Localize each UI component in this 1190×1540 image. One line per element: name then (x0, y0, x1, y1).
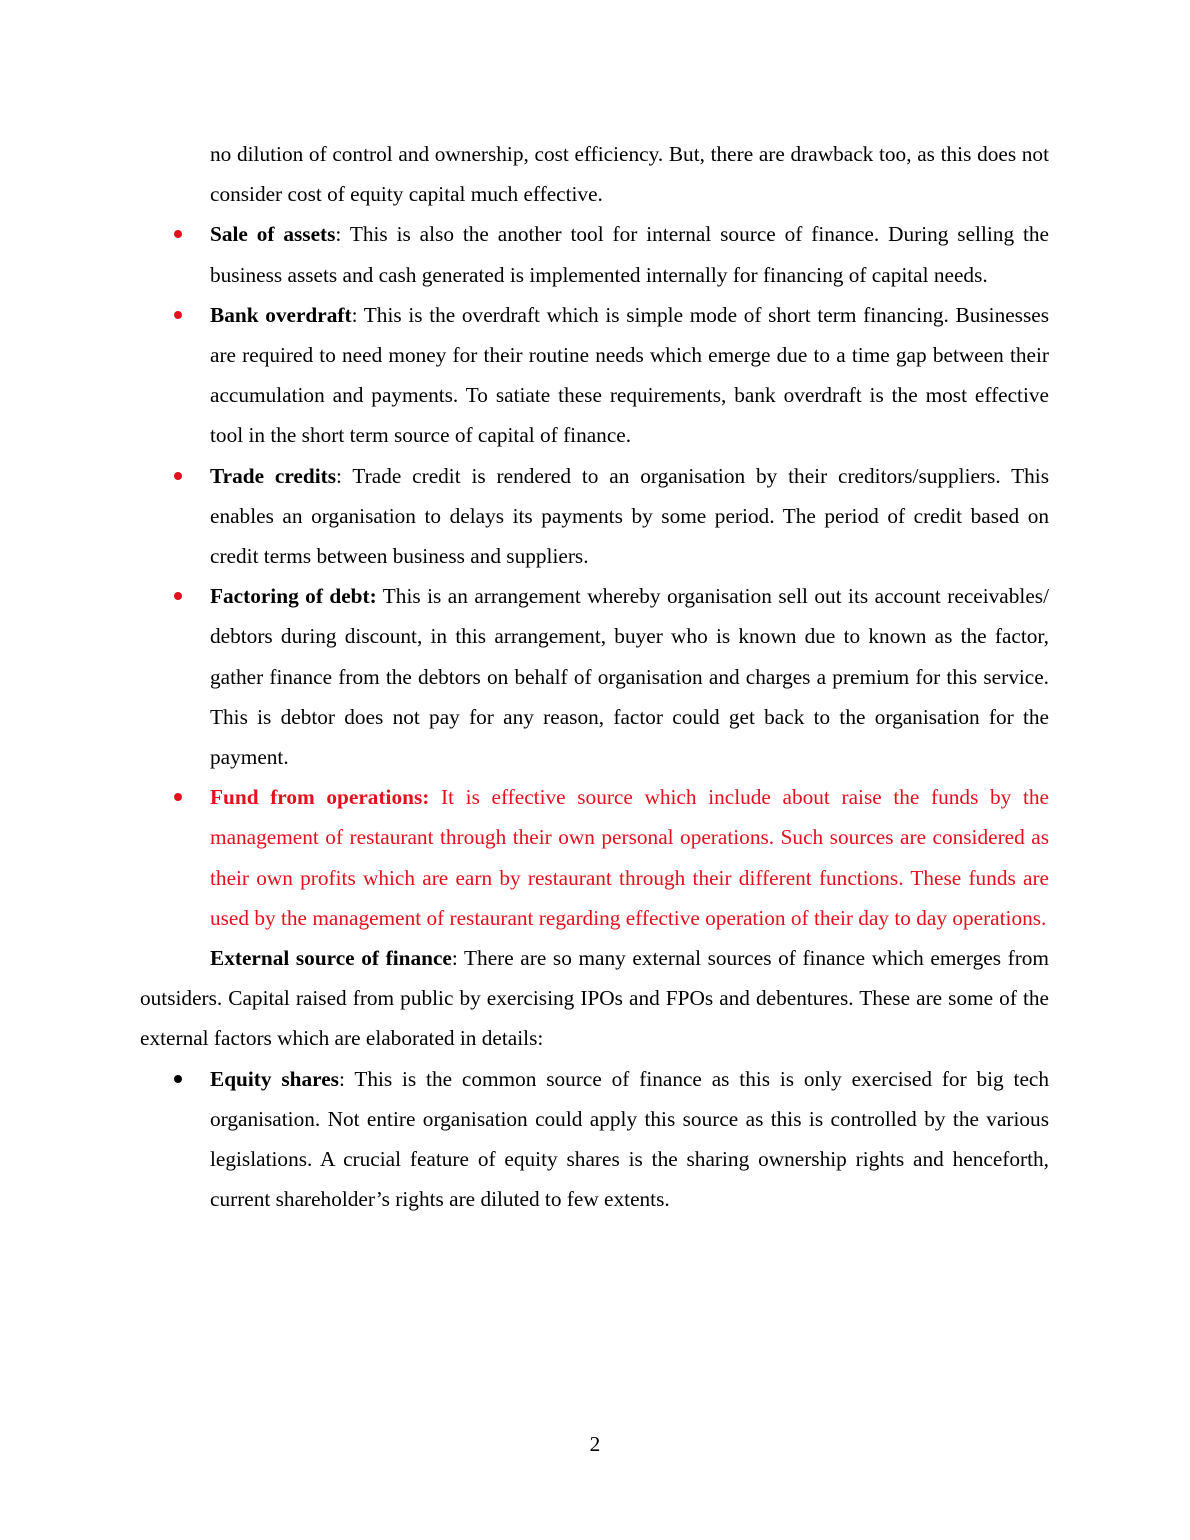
list-item-text (210, 777, 1049, 938)
list-item-text (210, 1059, 1049, 1220)
list-item-body: This is the overdraft which is simple mode of short term financing. Businesses are required to need money for their routine needs which emerge due to a time gap between their accumulation and payments. To satiate these requirements, bank overdraft is the most effective tool in the short term source of capital of finance. (210, 302, 1049, 448)
term-separator (429, 785, 441, 809)
list-item-text (210, 295, 1049, 456)
list-item-term: Fund from operations: (210, 785, 430, 810)
list-item-factoring-of-debt (210, 576, 1049, 777)
section-term: External source of finance (210, 946, 452, 971)
bullet-icon (174, 592, 182, 600)
list-item-body: Trade credit is rendered to an organisation by their creditors/suppliers. This enables an organisation to delays its payments by some period. The period of credit based on credit terms between business and suppliers. (210, 463, 1049, 569)
list-item-body: It is effective source which include about raise the funds by the management of restaurant through their own personal operations. Such sources are considered as their own profits which are earn by restaurant through their different functions. These funds are used by the management of restaurant regarding effective operation of their day to day operations. (210, 785, 1049, 930)
term-separator: : (451, 946, 465, 971)
page-number: 2 (589, 1432, 601, 1456)
section-body: There are so many external sources of finance which emerges from outsiders. Capital raised from public by exercising IPOs and FPOs and debentures. These are some of the external factors which are elaborated in details: (140, 946, 1049, 1051)
list-item-text (210, 576, 1049, 777)
list-item-term: Sale of assets (210, 222, 336, 247)
list-item-term: Trade credits (210, 463, 336, 488)
bullet-icon (174, 230, 182, 238)
list-item-bank-overdraft (210, 295, 1049, 456)
body-text (140, 134, 1049, 1219)
term-separator: : (351, 302, 364, 327)
bullet-icon (174, 793, 182, 801)
external-source-paragraph (140, 938, 1049, 1059)
list-item-body: This is the common source of finance as this is only exercised for big tech organisation. Not entire organisation could apply this source as this is controlled by the various legislations. A crucial feature of equity shares is the sharing ownership rights and henceforth, current shareholder’s rights are diluted to few extents. (210, 1066, 1049, 1212)
list-item-term: Factoring of debt: (210, 584, 377, 609)
bullet-icon (174, 472, 182, 480)
list-item-equity-shares (210, 1059, 1049, 1220)
list-item-text (210, 456, 1049, 577)
bullet-icon (174, 1075, 182, 1083)
term-separator: : (335, 222, 350, 247)
list-item-term: Equity shares (210, 1066, 339, 1091)
term-separator: : (338, 1066, 355, 1091)
list-item-trade-credits (210, 456, 1049, 577)
continued-paragraph: no dilution of control and ownership, cost efficiency. But, there are drawback too, as this does not consider cost of equity capital much effective. (210, 142, 1049, 207)
bullet-icon (174, 311, 182, 319)
list-item-sale-of-assets (210, 214, 1049, 294)
list-item-body: This is also the another tool for internal source of finance. During selling the business assets and cash generated is implemented internally for financing of capital needs. (210, 222, 1049, 287)
term-separator: : (336, 463, 353, 488)
list-item-term: Bank overdraft (210, 302, 352, 327)
list-item-body: This is an arrangement whereby organisation sell out its account receivables/ debtors during discount, in this arrangement, buyer who is known due to known as the factor, gather finance from the debtors on behalf of organisation and charges a premium for this service. This is debtor does not pay for any reason, factor could get back to the organisation for the payment. (210, 584, 1049, 770)
list-item-text (210, 214, 1049, 294)
list-item-fund-from-operations (210, 777, 1049, 938)
